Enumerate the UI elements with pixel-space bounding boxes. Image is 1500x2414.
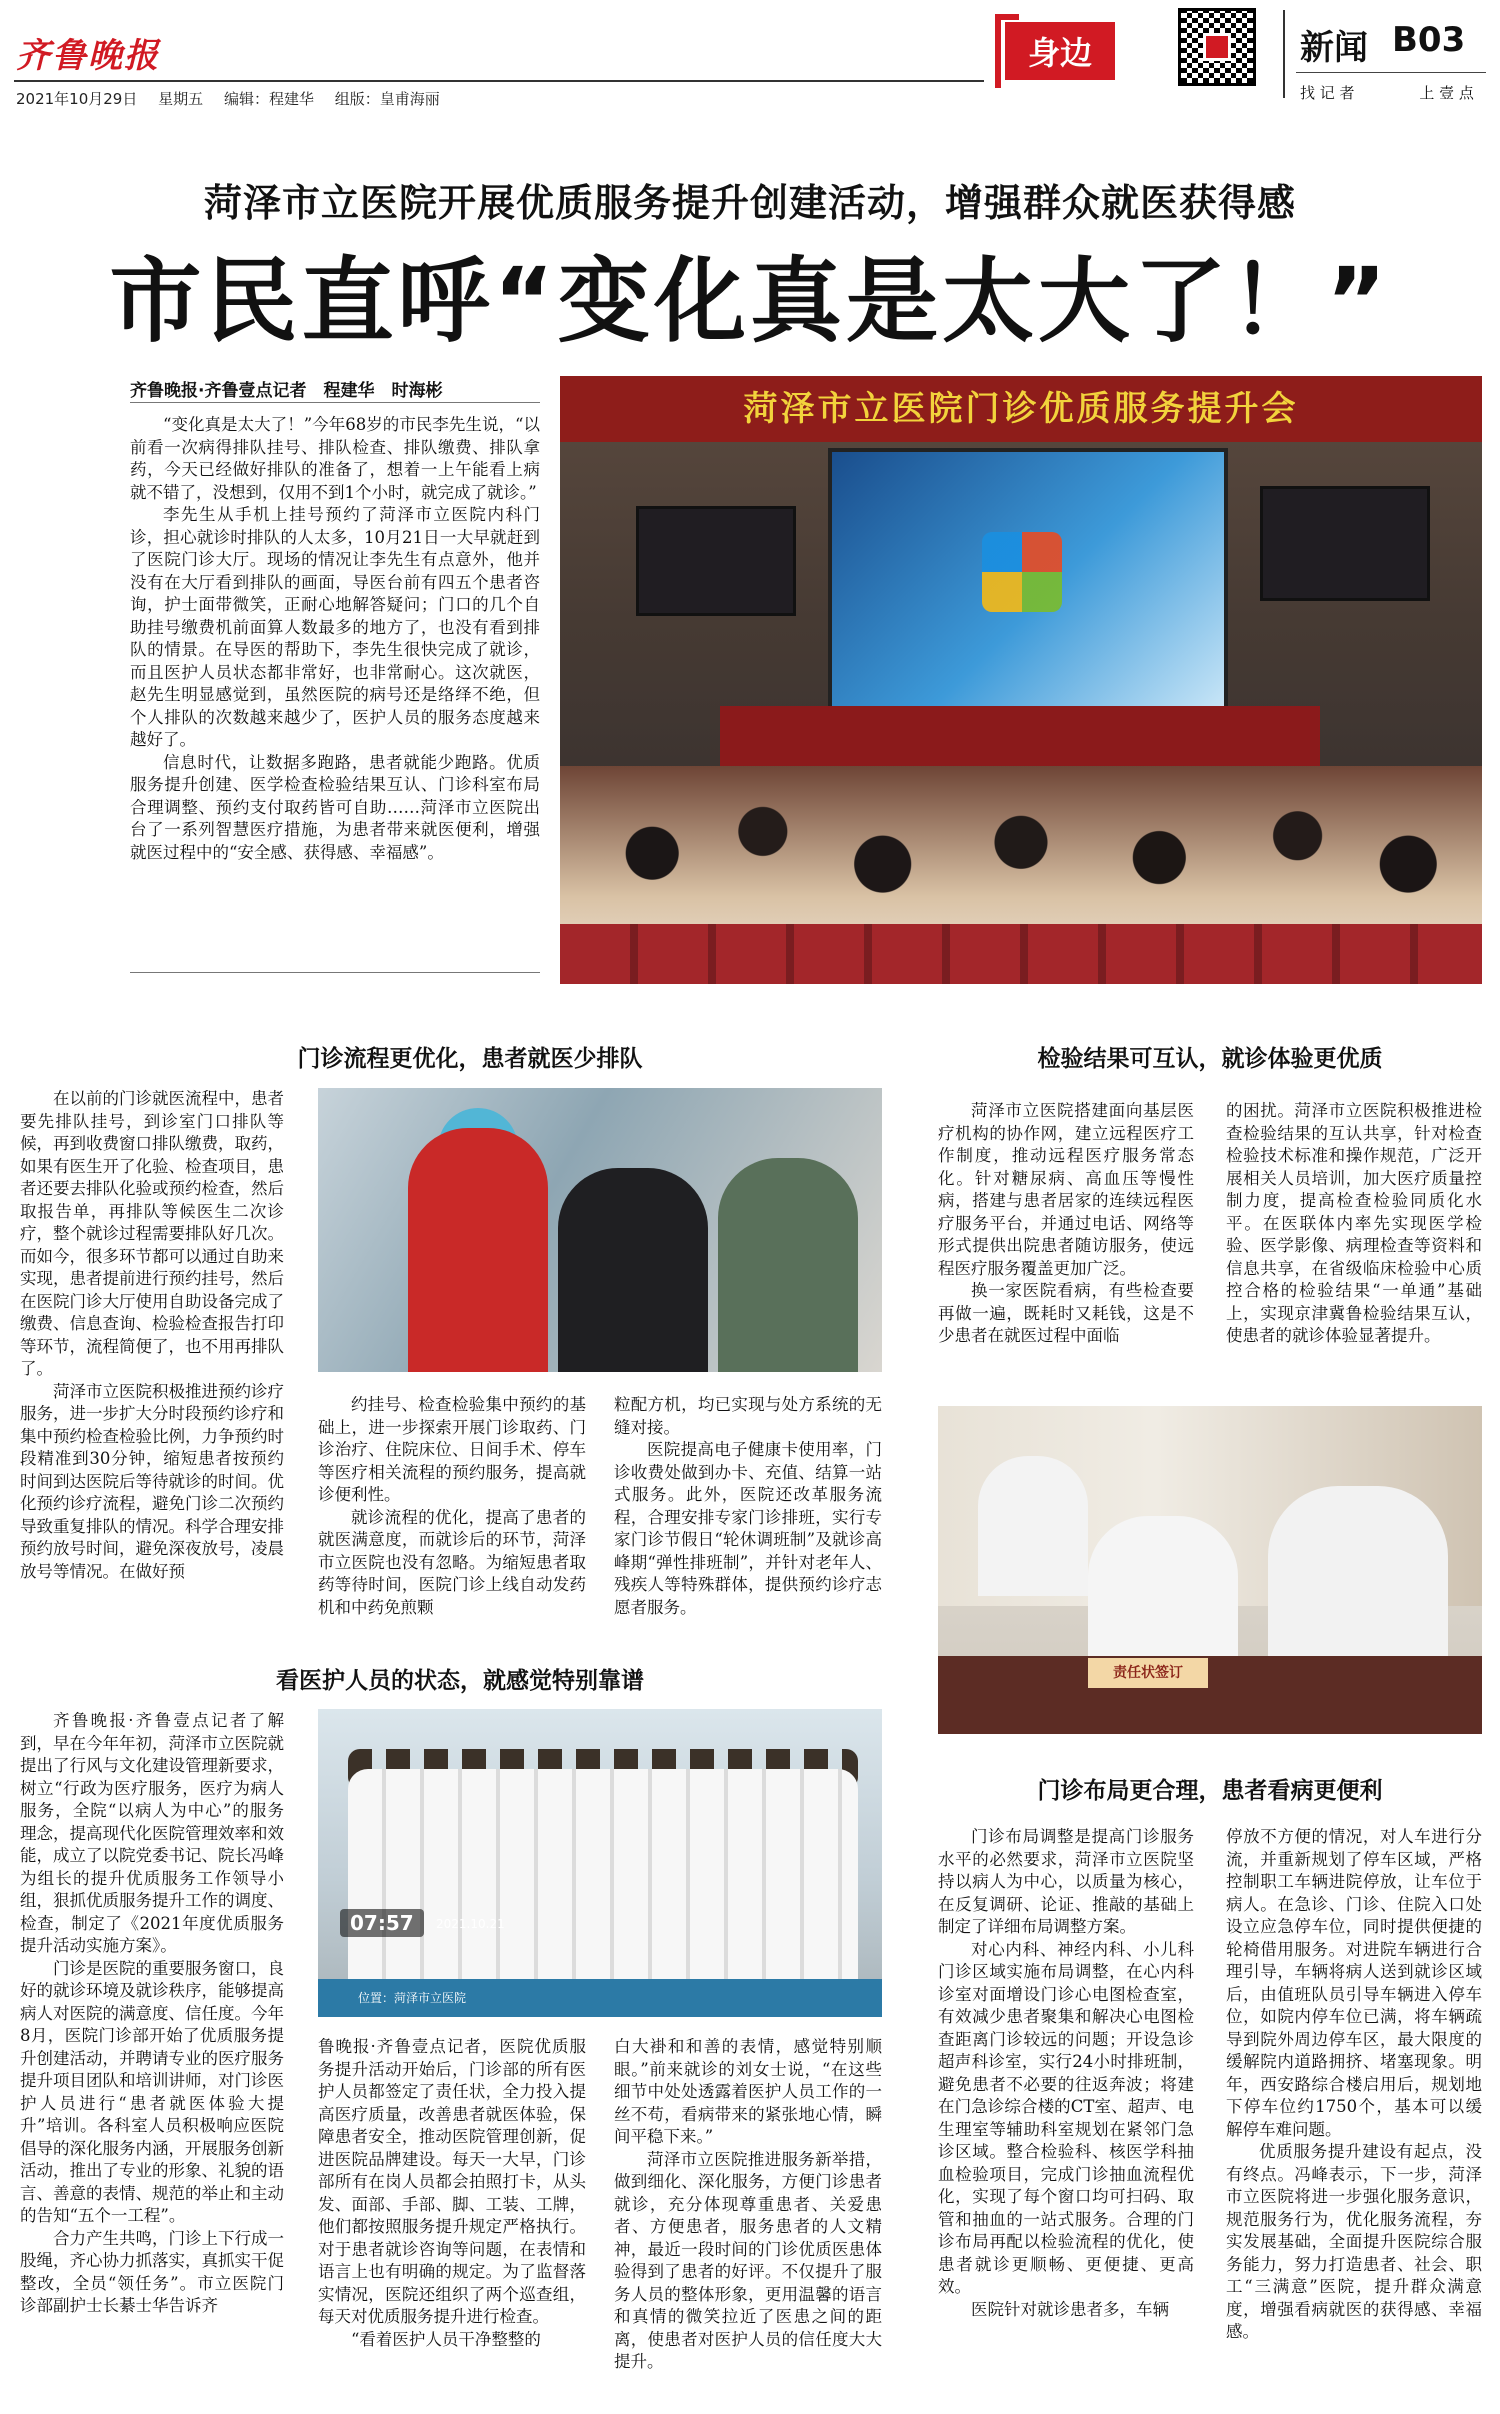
qr-code-icon[interactable] (1178, 8, 1256, 86)
staff-lineup-photo (318, 1709, 882, 2017)
layout-credit: 组版：皇甫海丽 (334, 90, 440, 108)
app-label: 上 壹 点 (1419, 84, 1474, 102)
paragraph: 对心内科、神经内科、小儿科门诊区域实施布局调整，在心内科诊室对面增设门诊心电图检查室，有效减少患者聚集和解决心电图检查距离门诊较远的问题；开设急诊超声科诊室，实行24小时排班制，避免患者不必要的往返奔波；将建在门急诊综合楼的CT室、超声、电生理室等辅助科室规划在紧邻门急诊区域。整合检验科、核医学科抽血检验项目，完成门诊抽血流程优化，实现了每个窗口均可扫码、取管和抽血的一站式服务。合理的门诊布局再配以检验流程的优化，使患者就诊更顺畅、更便捷、更高效。 (938, 1939, 1194, 2296)
tv-screen-right (1260, 486, 1430, 601)
newspaper-logo: 齐鲁晚报 (16, 36, 160, 76)
section3-column1 (20, 1710, 284, 2318)
paragraph: 换一家医院看病，有些检查要再做一遍，既耗时又耗钱，这是不少患者在就医过程中面临 (938, 1281, 1194, 1345)
patient-figure (718, 1158, 858, 1372)
section3-column3 (614, 2036, 882, 2374)
signing-staff (1268, 1486, 1448, 1676)
paragraph: 菏泽市立医院积极推进预约诊疗服务，进一步扩大分时段预约诊疗和集中预约检查检验比例，力争预约时段精准到30分钟，缩短患者按预约时间到达医院后等待就诊的时间。优化预约诊疗流程，避免门诊二次预约导致重复排队的情况。科学合理安排预约放号时间，避免深夜放号，凌晨放号等情况。在做好预 (20, 1381, 284, 1581)
timestamp-overlay: 07:57 (340, 1909, 424, 1937)
location-overlay: 位置：菏泽市立医院 (358, 1991, 467, 2005)
paragraph: “看着医护人员干净整整的 (351, 2329, 541, 2349)
paragraph: 医院提高电子健康卡使用率，门诊收费处做到办卡、充值、结算一站式服务。此外，医院还改革服务流程，合理安排专家门诊排班，实行专家门诊节假日“轮休调班制”及就诊高峰期“弹性排班制”，并针对老年人、残疾人等特殊群体，提供预约诊疗志愿者服务。 (614, 1440, 882, 1617)
lead-end-rule (130, 972, 540, 973)
byline-rule (130, 402, 540, 403)
section2-column1 (938, 1100, 1194, 1348)
find-reporter-label: 找 记 者 (1300, 84, 1355, 102)
masthead-right-rule (1296, 72, 1486, 73)
section-title-results: 检验结果可互认，就诊体验更优质 (1037, 1046, 1383, 1072)
paragraph: 门诊布局调整是提高门诊服务水平的必然要求，菏泽市立医院坚持以病人为中心，以质量为核心，在反复调研、论证、推敲的基础上制定了详细布局调整方案。 (938, 1827, 1194, 1936)
paragraph: 菏泽市立医院搭建面向基层医疗机构的协作网，建立远程医疗工作制度，推动远程医疗服务常态化。针对糖尿病、高血压等慢性病，搭建与患者居家的连续远程医疗服务平台，并通过电话、网络等形式提供出院患者随访服务，使远程医疗服务覆盖更加广泛。 (938, 1101, 1194, 1278)
paragraph: 合力产生共鸣，门诊上下行成一股绳，齐心协力抓落实，真抓实干促整改，全员“领任务”。市立医院门诊部副护士长綦士华告诉齐 (20, 2228, 284, 2315)
article-byline: 齐鲁晚报·齐鲁壹点记者 程建华 时海彬 (130, 381, 443, 401)
article-headline: 市民直呼“变化真是太大了！” (109, 248, 1391, 355)
section-title-staff: 看医护人员的状态，就感觉特别靠谱 (276, 1668, 644, 1694)
podium-table (720, 706, 1320, 766)
masthead-info (16, 88, 456, 109)
section-title-flow: 门诊流程更优化，患者就医少排队 (297, 1046, 643, 1072)
section4-column1 (938, 1826, 1194, 2321)
paragraph: 医院针对就诊患者多，车辆 (971, 2299, 1169, 2319)
desk (938, 1656, 1482, 1734)
lead-paragraph: “变化真是太大了！”今年68岁的市民李先生说，“以前看一次病得排队挂号、排队检查、排队缴费、排队拿药，今天已经做好排队的准备了，想着一上午能看上病就不错了，没想到，仅用不到1个小时，就完成了就诊。” (130, 415, 540, 502)
paragraph: 白大褂和和善的表情，感觉特别顺眼。”前来就诊的刘女士说，“在这些细节中处处透露着医护人员工作的一丝不苟，看病带来的紧张地心情，瞬间平稳下来。” (614, 2037, 882, 2146)
signing-staff (1088, 1516, 1238, 1676)
date-overlay: 2021.10.21 (436, 1917, 505, 1931)
tv-screen-left (636, 506, 796, 616)
lead-paragraph: 李先生从手机上挂号预约了菏泽市立医院内科门诊，担心就诊时排队的人太多，10月21日一大早就赶到了医院门诊大厅。现场的情况让李先生有点意外，他并没有在大厅看到排队的画面，导医台前有四五个患者咨询，护士面带微笑，正耐心地解答疑问；门口的几个自助挂号缴费机前面算人数最多的地方了，也没有看到排队的情景。在导医的帮助下，李先生很快完成了就诊，而且医护人员状态都非常好，也非常耐心。这次就医，赵先生明显感觉到，虽然医院的病号还是络绎不绝，但个人排队的次数越来越少了，医护人员的服务态度越来越好了。 (130, 505, 540, 749)
name-card: 责任状签订 (1088, 1658, 1208, 1688)
section-tag: 身边 (1005, 22, 1115, 80)
signing-photo (938, 1406, 1482, 1734)
conference-banner: 菏泽市立医院门诊优质服务提升会 (560, 376, 1482, 442)
section1-column2 (318, 1394, 586, 1619)
section-name: 新闻 (1300, 28, 1368, 68)
masthead-right-labels (1300, 82, 1474, 103)
conference-photo (560, 376, 1482, 984)
paragraph: 菏泽市立医院推进服务新举措，做到细化、深化服务，方便门诊患者就诊，充分体现尊重患者、关爱患者、方便患者，服务患者的人文精神，最近一段时间的门诊优质医患体验得到了患者的好评。不仅提升了服务人员的整体形象，更用温馨的语言和真情的微笑拉近了医患之间的距离，使患者对医护人员的信任度大大提升。 (614, 2149, 882, 2371)
volunteer-figure (408, 1128, 548, 1372)
paragraph: 约挂号、检查检验集中预约的基础上，进一步探索开展门诊取药、门诊治疗、住院床位、日间手术、停车等医疗相关流程的预约服务，提高就诊便利性。 (318, 1395, 586, 1504)
masthead-rule (14, 80, 984, 82)
article-kicker: 菏泽市立医院开展优质服务提升创建活动，增强群众就医获得感 (203, 181, 1296, 225)
issue-date: 2021年10月29日 (16, 90, 138, 108)
paragraph: 在以前的门诊就医流程中，患者要先排队挂号，到诊室门口排队等候，再到收费窗口排队缴费，取药，如果有医生开了化验、检查项目，患者还要去排队化验或预约检查，然后取报告单，再排队等候医生二次诊疗，整个就诊过程需要排队好几次。而如今，很多环节都可以通过自助来实现，患者提前进行预约挂号，然后在医院门诊大厅使用自助设备完成了缴费、信息查询、检验检查报告打印等环节，流程简便了，也不用再排队了。 (20, 1089, 284, 1378)
service-desk-photo (318, 1088, 882, 1372)
paragraph: 停放不方便的情况，对人车进行分流，并重新规划了停车区域，严格控制职工车辆进院停放，让车位于病人。在急诊、门诊、住院入口处设立应急停车位，同时提供便捷的轮椅借用服务。对进院车辆进行合理引导，车辆将病人送到就诊区域后，由值班队员引导车辆进入停车位，如院内停车位已满，将车辆疏导到院外周边停车区，最大限度的缓解院内道路拥挤、堵塞现象。明年，西安路综合楼启用后，规划地下停车位约1750个，基本可以缓解停车难问题。 (1226, 1827, 1482, 2139)
qr-logo (1203, 33, 1231, 61)
paragraph: 的困扰。菏泽市立医院积极推进检查检验结果的互认共享，针对检查检验技术标准和操作规范，广泛开展相关人员培训，加大医疗质量控制力度，提高检查检验同质化水平。在医联体内率先实现医学检验、医学影像、病理检查等资料和信息共享，在省级临床检验中心质控合格的检验结果“一单通”基础上，实现京津冀鲁检验结果互认，使患者的就诊体验显著提升。 (1226, 1101, 1482, 1345)
red-chairs (560, 924, 1482, 984)
paragraph: 鲁晚报·齐鲁壹点记者，医院优质服务提升活动开始后，门诊部的所有医护人员都签定了责任状，全力投入提高医疗质量，改善患者就医体验，保障患者安全，推动医院管理创新，促进医院品牌建设。每天一大早，门诊部所有在岗人员都会拍照打卡，从头发、面部、手部、脚、工装、工牌，他们都按照服务提升规定严格执行。对于患者就诊咨询等问题，在表情和语言上也有明确的规定。为了监督落实情况，医院还组织了两个巡查组，每天对优质服务提升进行检查。 (318, 2037, 586, 2326)
section4-column2 (1226, 1826, 1482, 2344)
paragraph: 优质服务提升建设有起点，没有终点。冯峰表示，下一步，菏泽市立医院将进一步强化服务意识，规范服务行为，优化服务流程，夯实发展基础，全面提升医院综合服务能力，努力打造患者、社会、职工“三满意”医院，提升群众满意度，增强看病就医的获得感、幸福感。 (1226, 2142, 1482, 2341)
paragraph: 就诊流程的优化，提高了患者的就医满意度，而就诊后的环节，菏泽市立医院也没有忽略。为缩短患者取药等待时间，医院门诊上线自动发药机和中药免煎颗 (318, 1507, 586, 1617)
section1-column3 (614, 1394, 882, 1619)
masthead-divider (1283, 10, 1285, 98)
paragraph: 齐鲁晚报·齐鲁壹点记者了解到，早在今年年初，菏泽市立医院就提出了行风与文化建设管理新要求，树立“行政为医疗服务，医疗为病人服务，全院“以病人为中心”的服务理念，提高现代化医院管理效率和效能，成立了以院党委书记、院长冯峰为组长的提升优质服务工作领导小组，狠抓优质服务提升工作的调度、检查，制定了《2021年度优质服务提升活动实施方案》。 (20, 1711, 284, 1955)
staff-row (348, 1769, 858, 1989)
section1-column1 (20, 1088, 284, 1583)
standing-staff (978, 1456, 1088, 1596)
lead-paragraph: 信息时代，让数据多跑路，患者就能少跑路。优质服务提升创建、医学检查检验结果互认、门诊科室布局合理调整、预约支付取药皆可自助……菏泽市立医院出台了一系列智慧医疗措施，为患者带来就医便利，增强就医过程中的“安全感、获得感、幸福感”。 (130, 752, 540, 862)
patient-figure (558, 1168, 708, 1372)
section3-column2 (318, 2036, 586, 2351)
editor-credit: 编辑：程建华 (223, 90, 314, 108)
section-title-layout: 门诊布局更合理，患者看病更便利 (1037, 1778, 1383, 1804)
issue-weekday: 星期五 (158, 90, 204, 108)
projector-screen (828, 448, 1228, 710)
windows-logo-icon (982, 532, 1062, 612)
paragraph: 粒配方机，均已实现与处方系统的无缝对接。 (614, 1395, 882, 1437)
section2-column2 (1226, 1100, 1482, 1348)
page-number: B03 (1392, 20, 1466, 60)
paragraph: 门诊是医院的重要服务窗口，良好的就诊环境及就诊秩序，能够提高病人对医院的满意度、信任度。今年8月，医院门诊部开始了优质服务提升创建活动，并聘请专业的医疗服务提升项目团队和培训讲师，对门诊医护人员进行“患者就医体验大提升”培训。各科室人员积极响应医院倡导的深化服务内涵，开展服务创新活动，推出了专业的形象、礼貌的语言、善意的表情、规范的举止和主动的告知“五个一工程”。 (20, 1958, 284, 2225)
lead-text (130, 414, 540, 864)
